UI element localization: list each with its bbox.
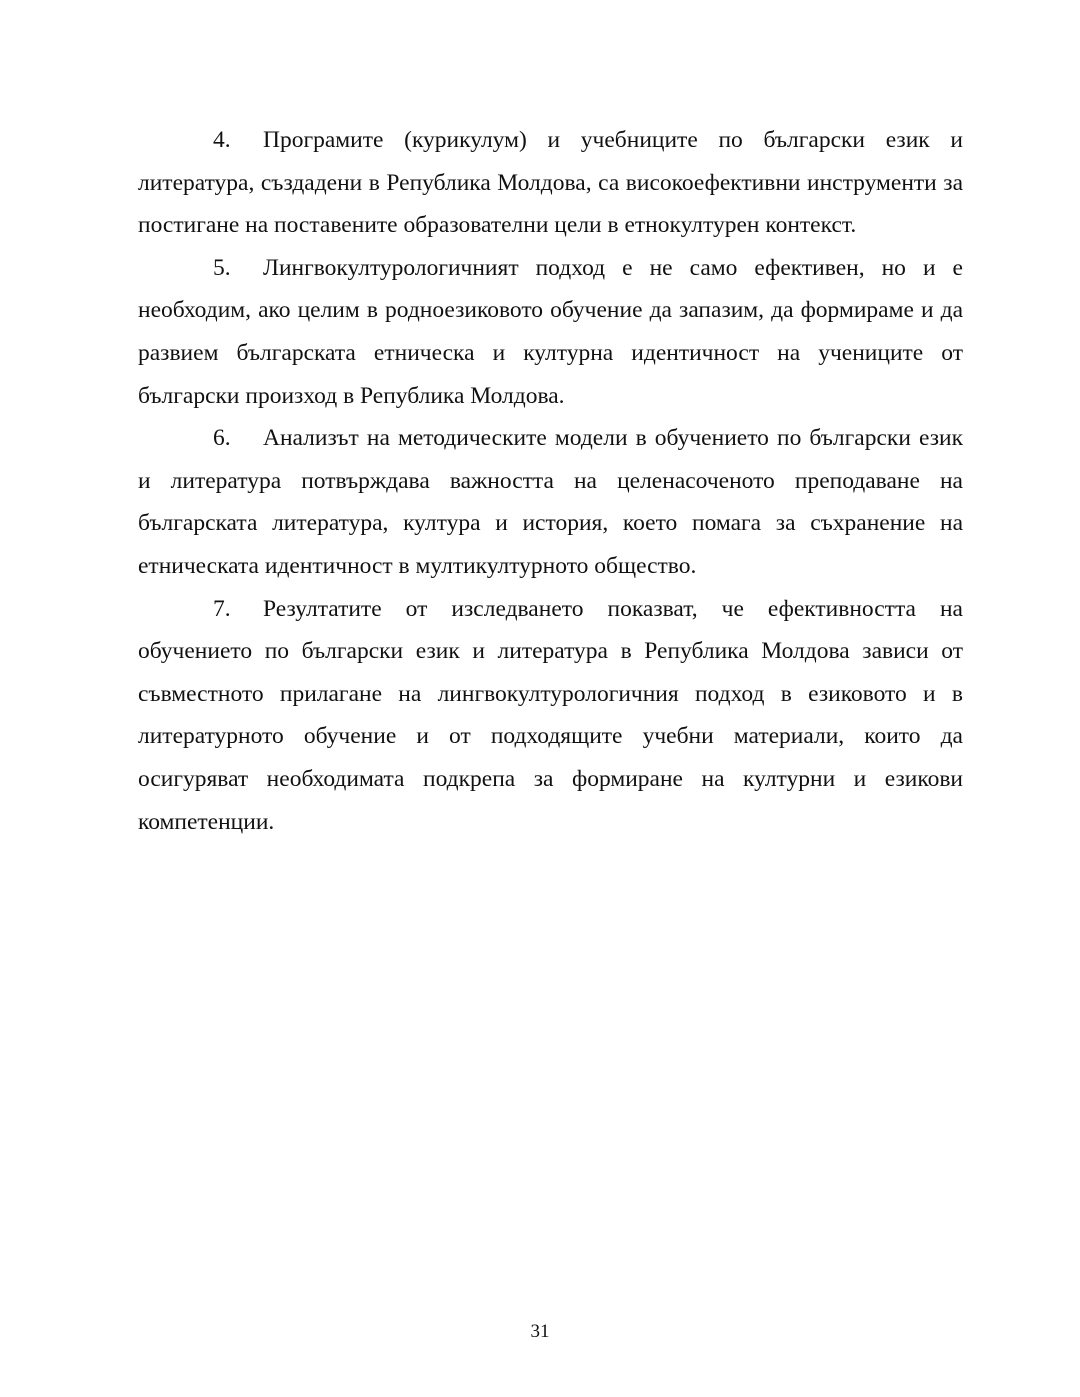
list-item [138, 417, 963, 587]
item-text: Лингвокултурологичният подход е не само ефективен, но и е необходим, ако целим в родноезиковото обучение да запазим, да формираме и да развием българската етническа и културна идентичност на учениците от български произход в Република Молдова. [138, 254, 963, 409]
list-item [138, 119, 963, 247]
item-number: 6. [213, 425, 231, 452]
page-number: 31 [530, 1321, 550, 1342]
list-item [138, 588, 963, 844]
item-text: Резултатите от изследването показват, че ефективността на обучението по български език и литература в Република Молдова зависи от съвместното прилагане на лингвокултурологичния подход в езиковото и в литературното обучение и от подходящите учебни материали, които да осигуряват необходимата подкрепа за формиране на културни и езикови компетенции. [138, 595, 963, 835]
item-number: 7. [213, 595, 231, 622]
item-number: 4. [213, 127, 231, 153]
item-text: Анализът на методическите модели в обучението по български език и литература потвърждава важността на целенасоченото преподаване на българската литература, култура и история, което помага за съхранение на етническата идентичност в мултикултурното общество. [138, 425, 963, 579]
list-item [138, 247, 963, 417]
item-text: Програмите (курикулум) и учебниците по български език и литература, създадени в Република Молдова, са високоефективни инструменти за постигане на поставените образователни цели в етнокултурен контекст. [138, 127, 963, 239]
document-body [138, 119, 963, 843]
item-number: 5. [213, 254, 231, 281]
